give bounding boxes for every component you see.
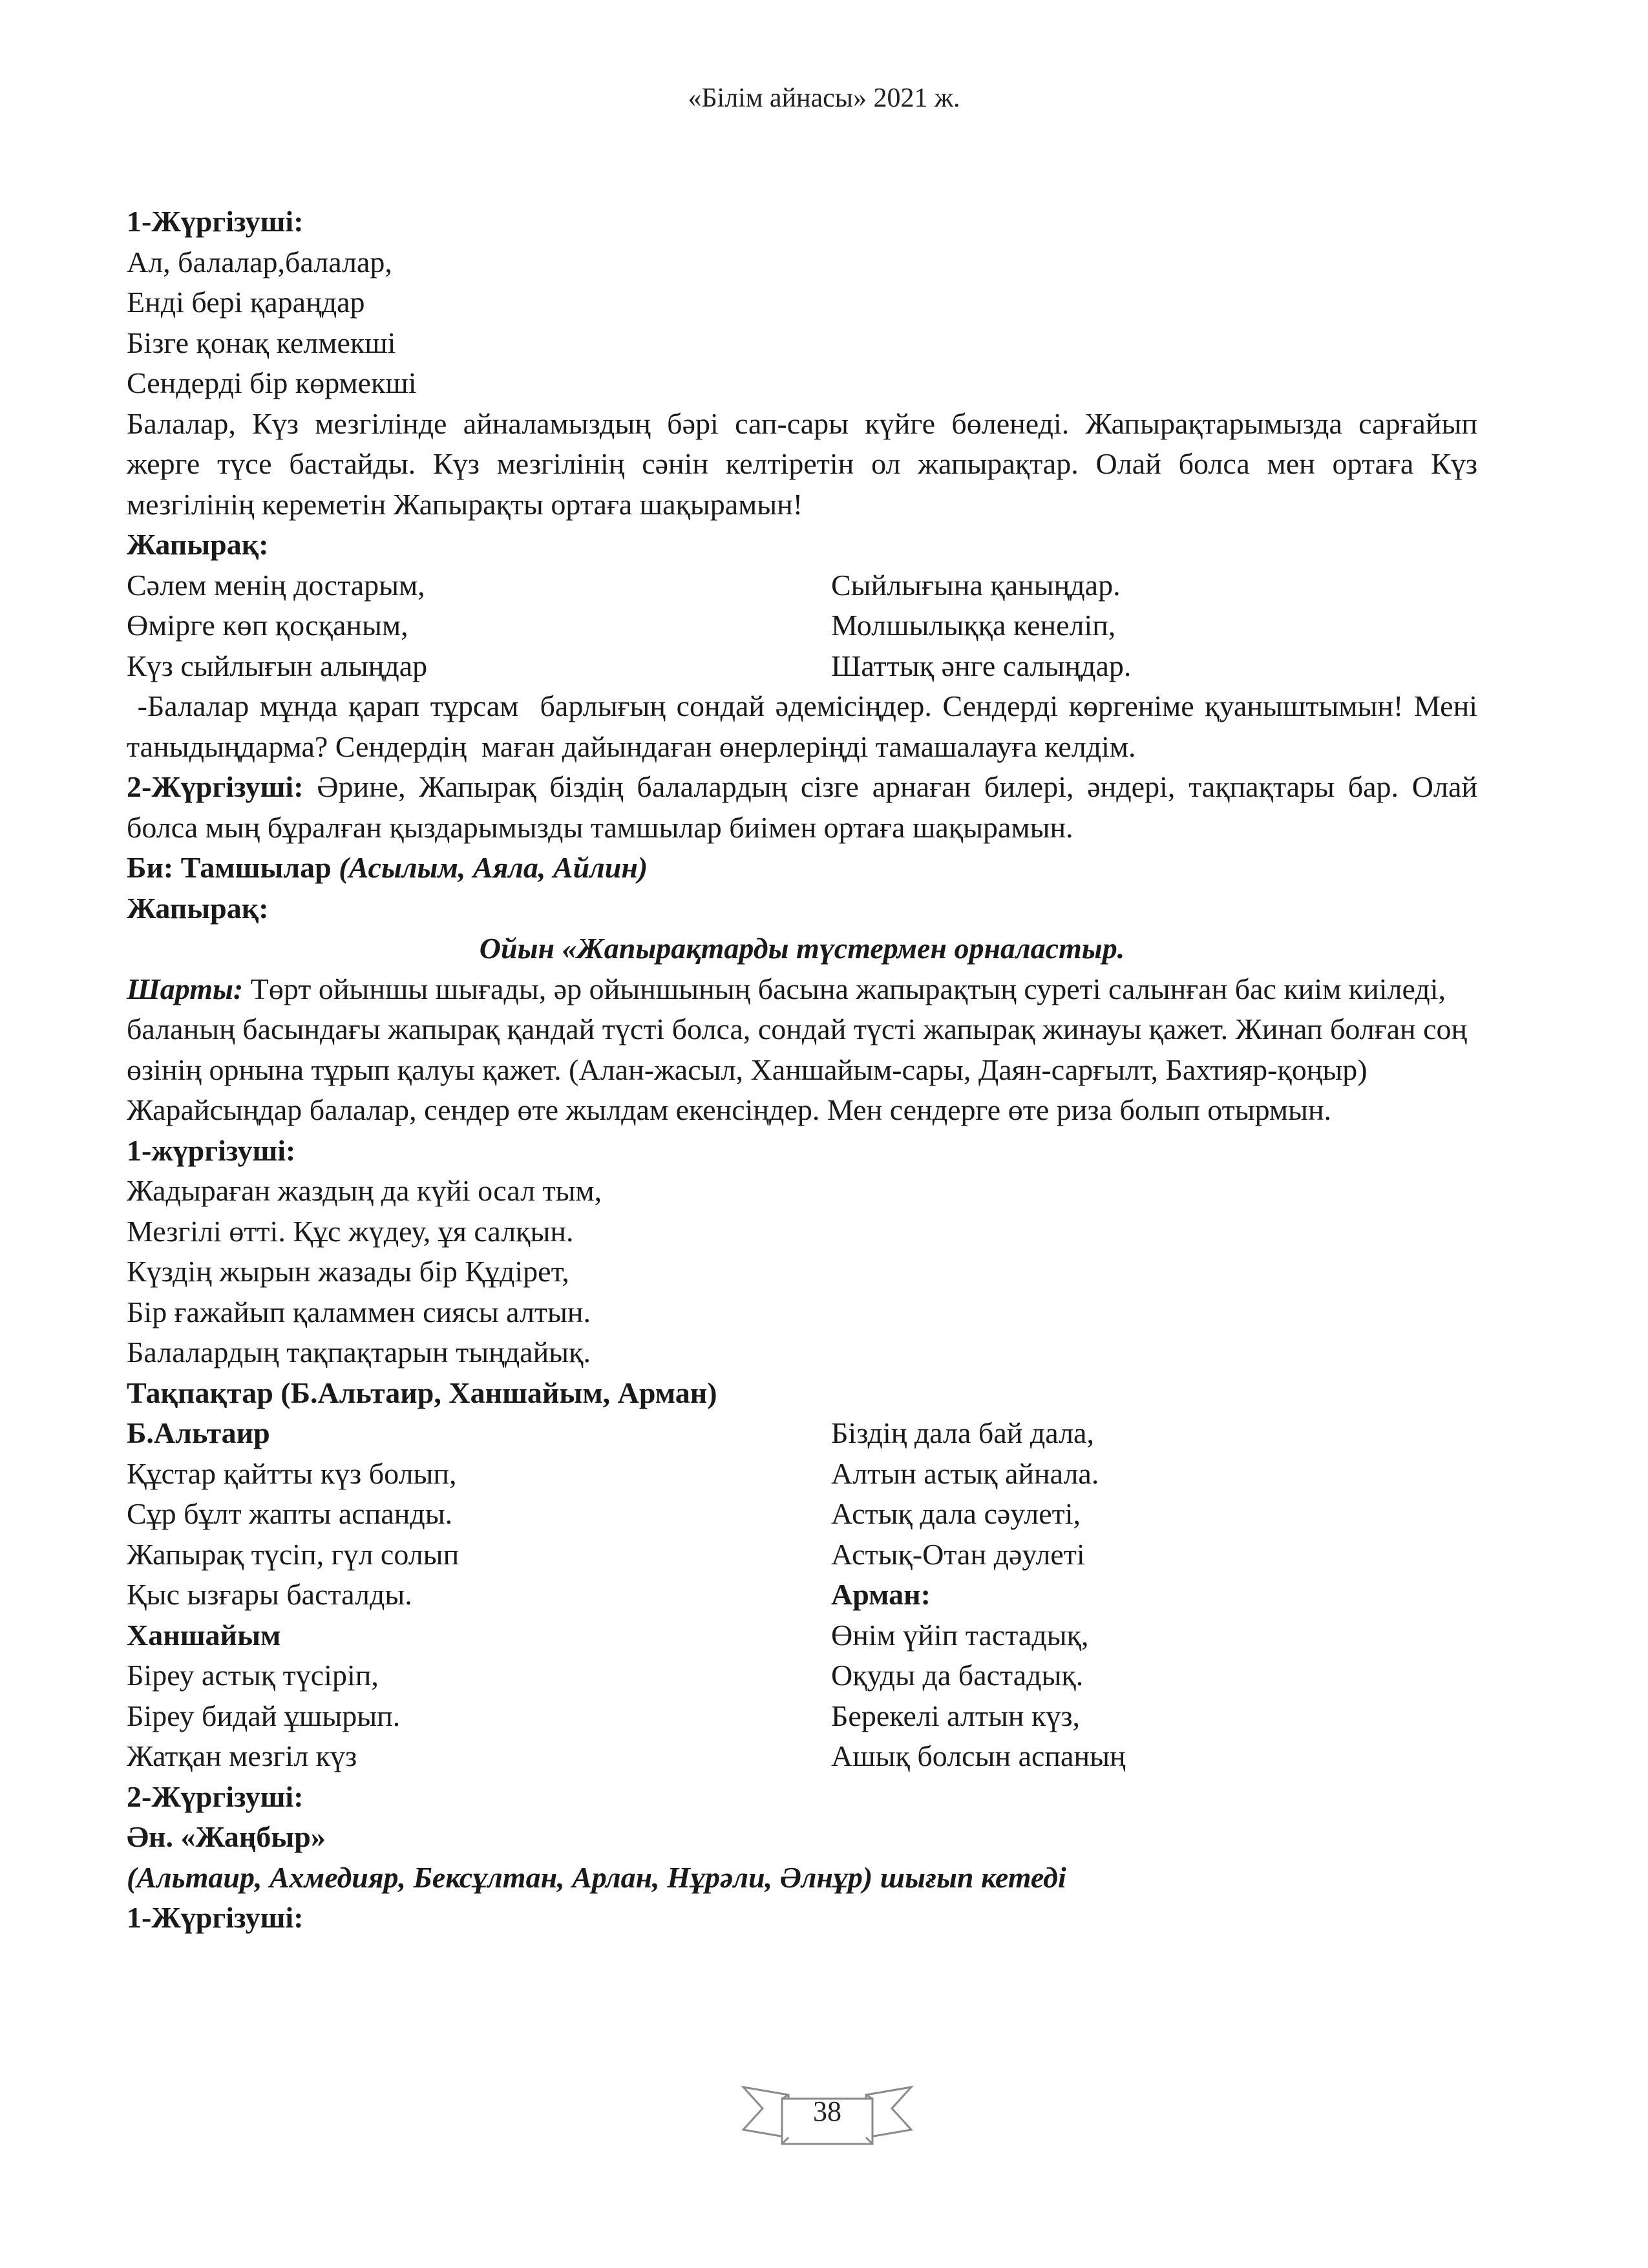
poems-title: Тақпақтар (Б.Альтаир, Ханшайым, Арман) [127,1376,717,1409]
paragraph: Жарайсыңдар балалар, сендер өте жылдам екенсіңдер. Мен сендерге өте риза болып отырмын. [127,1093,1332,1126]
page-number: 38 [813,2095,841,2127]
verse-line: Сендерді бір көрмекші [127,366,417,399]
verse-line: Астық дала сәулеті, [831,1497,1081,1530]
verse-line: Оқуды да бастадық. [831,1659,1084,1692]
dance-performers: (Асылым, Аяла, Айлин) [339,851,648,884]
speaker-label: 2-Жүргізуші: [127,1780,304,1813]
verse-line: Алтын астық айнала. [831,1456,1099,1490]
poem-author: Б.Альтаир [127,1416,270,1449]
verse-line: Ал, балалар,балалар, [127,245,392,278]
dance-line [127,848,1477,888]
page-header: «Білім айнасы» 2021 ж. [688,83,960,113]
verse-line: Енді бері қараңдар [127,286,365,319]
verse-line: Күз сыйлығын алыңдар [127,649,428,682]
dance-label: Би: Тамшылар [127,851,332,884]
verse-line: Біреу астық түсіріп, [127,1659,379,1692]
speaker-label: 2-Жүргізуші: [127,770,304,803]
speaker-label: Жапырақ: [127,891,269,925]
rules-text: Төрт ойыншы шығады, әр ойыншының басына жапырақтың суреті салынған бас киім киіледі, баланың басындағы жапырақ қандай түсті болса, сондай түсті жапырақ жинауы қажет. Жинап болған соң өзінің орнына тұрып қалуы қажет. (Алан-жасыл, Ханшайым-сары, Даян-сарғылт, Бахтияр-қоңыр) [127,972,1468,1086]
page-number-ribbon [730,2061,924,2165]
verse-line: Біреу бидай ұшырып. [127,1699,401,1732]
verse-line: Бізге қонақ келмекші [127,326,396,359]
verse-line: Балалардың тақпақтарын тыңдайық. [127,1336,591,1369]
verse-line: Мезгілі өтті. Құс жүдеу, ұя салқын. [127,1214,574,1248]
speaker-label: 1-Жүргізуші: [127,205,304,238]
poem-author: Арман: [831,1578,931,1611]
verse-line: Ашық болсын аспаның [831,1739,1126,1772]
paragraph-with-speaker [127,767,1477,848]
song-performers: (Альтаир, Ахмедияр, Бексұлтан, Арлан, Нұрәли, Әлнұр) шығып кетеді [127,1860,1066,1894]
poem-author: Ханшайым [127,1618,281,1652]
verse-line: Жадыраған жаздың да күйі осал тым, [127,1174,602,1207]
page-body [127,202,1485,1938]
poem-two-columns [127,565,1477,687]
rules-label: Шарты: [127,972,244,1005]
paragraph-text: Әрине, Жапырақ біздің балалардың сізге арнаған билері, әндері, тақпақтары бар. Олай болса мың бұралған қыздарымызды тамшылар биімен ортаға шақырамын. [127,770,1477,844]
verse-line: Біздің дала бай дала, [831,1416,1094,1449]
verse-line: Берекелі алтын күз, [831,1699,1081,1732]
verse-line: Жатқан мезгіл күз [127,1739,357,1772]
paragraph: -Балалар мұнда қарап тұрсам барлығың сондай әдемісіңдер. Сендерді көргеніме қуаныштымын! Мені таныдыңдарма? Сендердің маған дайындаған өнерлеріңді тамашалауға келдім. [127,689,1485,763]
poems-left-column [127,1413,831,1777]
verse-line: Өнім үйіп тастадық, [831,1618,1089,1652]
verse-line: Қыс ызғары басталды. [127,1578,412,1611]
verse-line: Сыйлығына қаныңдар. [831,568,1121,602]
speaker-label: 1-жүргізуші: [127,1133,296,1167]
verse-line: Жапырақ түсіп, гүл солып [127,1537,460,1571]
song-title: Ән. «Жаңбыр» [127,1820,326,1853]
verse-line: Молшылыққа кенеліп, [831,609,1116,642]
verse-line: Күздің жырын жазады бір Құдірет, [127,1255,569,1288]
speaker-label: 1-Жүргізуші: [127,1901,304,1934]
game-rules [127,969,1477,1091]
verse-line: Астық-Отан дәулеті [831,1537,1085,1571]
verse-line: Құстар қайтты күз болып, [127,1456,457,1490]
speaker-label: Жапырақ: [127,528,269,561]
verse-line: Бір ғажайып қаламмен сиясы алтын. [127,1295,591,1328]
verse-line: Шаттық әнге салыңдар. [831,649,1132,682]
paragraph: Балалар, Күз мезгілінде айналамыздың бәрі сап-сары күйге бөленеді. Жапырақтарымызда сарғайып жерге түсе бастайды. Күз мезгілінің сәнін келтіретін ол жапырақтар. Олай болса мен ортаға Күз мезгілінің кереметін Жапырақты ортаға шақырамын! [127,406,1477,521]
verse-line: Өмірге көп қосқаным, [127,609,408,642]
poems-two-columns [127,1413,1477,1777]
game-title: Ойын «Жапырақтарды түстермен орналастыр. [479,932,1125,965]
verse-line: Сұр бұлт жапты аспанды. [127,1497,453,1530]
poems-right-column [831,1413,1477,1777]
poem-right-column [831,565,1477,687]
poem-left-column [127,565,831,687]
verse-line: Сәлем менің достарым, [127,568,425,602]
